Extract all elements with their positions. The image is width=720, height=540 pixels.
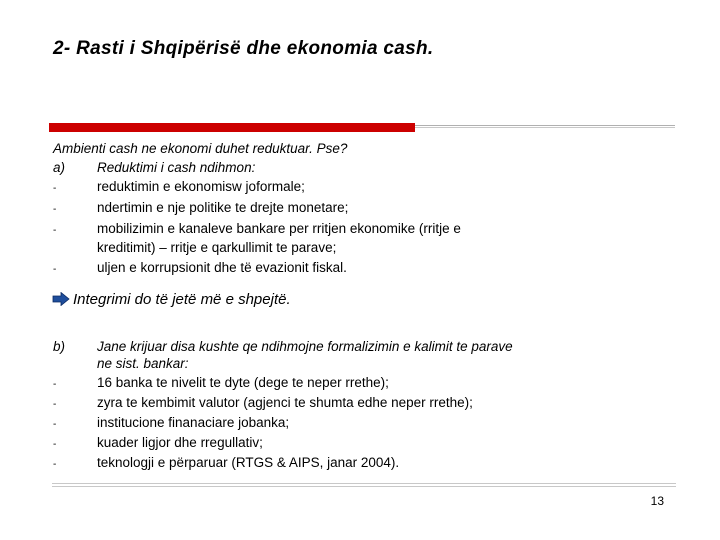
section-b-heading-line-2: ne sist. bankar: (97, 356, 189, 371)
bullet-dash: - (53, 204, 57, 215)
footer-rule-secondary (52, 486, 676, 487)
title-rule-line (415, 125, 675, 126)
section-a-intro: Ambienti cash ne ekonomi duhet reduktuar. Pse? (53, 141, 348, 156)
bullet-dash: - (53, 439, 57, 450)
section-a-marker: a) (53, 160, 66, 175)
section-a-bullet-3-line-2: kreditimit) – rritje e qarkullimit te parave; (97, 240, 337, 255)
section-a-bullet-3-line-1: mobilizimin e kanaleve bankare per rritjen ekonomike (rritje e (97, 221, 461, 236)
section-b-bullet-4: kuader ligjor dhe rregullativ; (97, 435, 263, 450)
arrow-note (52, 291, 291, 310)
slide-title: 2- Rasti i Shqipërisë dhe ekonomia cash. (53, 38, 434, 59)
bullet-dash: - (53, 419, 57, 430)
bullet-dash: - (53, 399, 57, 410)
arrow-note-text: Integrimi do të jetë më e shpejtë. (73, 291, 291, 308)
bullet-dash: - (53, 459, 57, 470)
section-b-bullet-1: 16 banka te nivelit te dyte (dege te neper rrethe); (97, 375, 389, 390)
title-rule-line-secondary (415, 127, 675, 128)
arrow-right-icon (52, 292, 70, 310)
bullet-dash: - (53, 264, 57, 275)
section-b-bullet-2: zyra te kembimit valutor (agjenci te shumta edhe neper rrethe); (97, 395, 473, 410)
bullet-dash: - (53, 225, 57, 236)
page-number: 13 (650, 494, 664, 508)
section-a-bullet-1: reduktimin e ekonomisw joformale; (97, 179, 305, 194)
section-a-bullet-4: uljen e korrupsionit dhe të evazionit fiskal. (97, 260, 347, 275)
footer-rule (52, 483, 676, 484)
section-a-heading: Reduktimi i cash ndihmon: (97, 160, 256, 175)
section-a-bullet-2: ndertimin e nje politike te drejte monetare; (97, 200, 349, 215)
bullet-dash: - (53, 379, 57, 390)
section-b-heading-line-1: Jane krijuar disa kushte qe ndihmojne formalizimin e kalimit te parave (97, 339, 513, 354)
section-b-bullet-5: teknologji e përparuar (RTGS & AIPS, janar 2004). (97, 455, 400, 470)
section-b-marker: b) (53, 339, 66, 354)
bullet-dash: - (53, 183, 57, 194)
title-accent-bar (49, 123, 415, 132)
section-b-bullet-3: institucione finanaciare jobanka; (97, 415, 290, 430)
